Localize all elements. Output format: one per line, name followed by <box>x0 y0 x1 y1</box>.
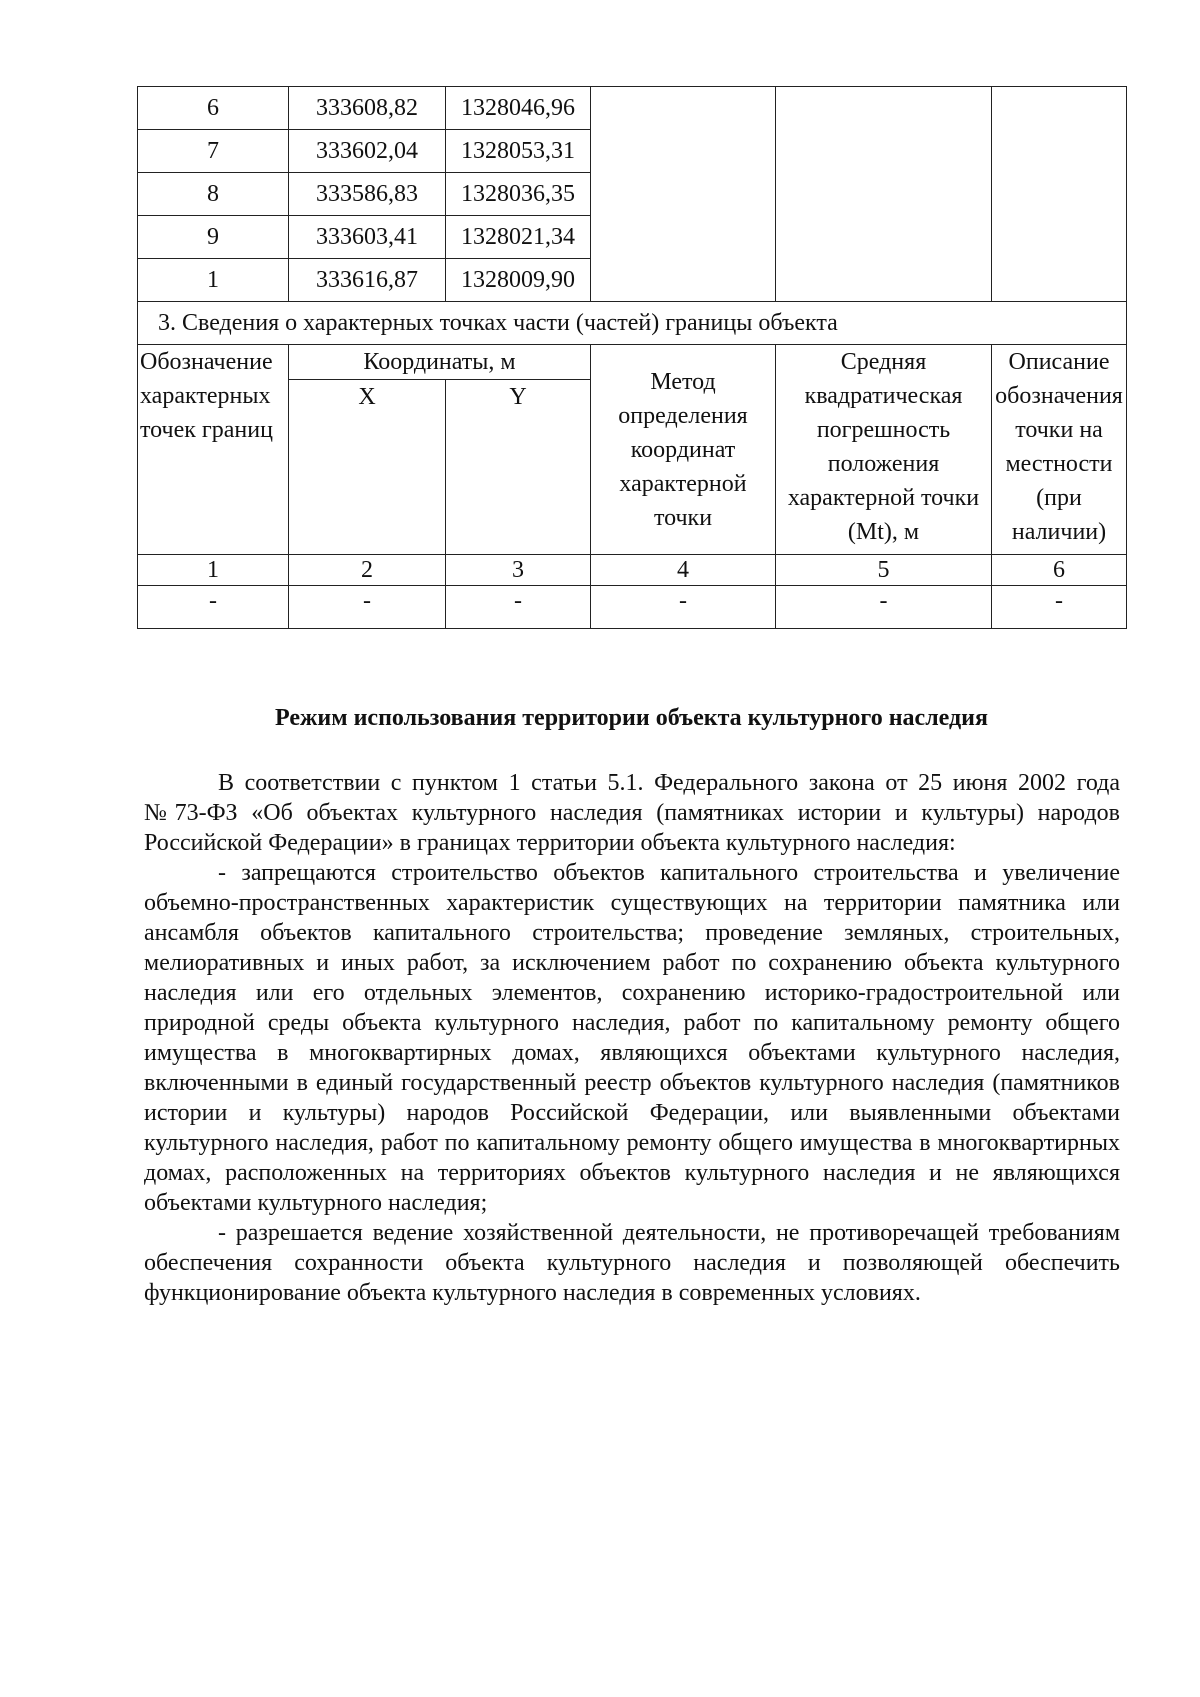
coordinate-x: 333603,41 <box>289 216 446 259</box>
section-body <box>144 768 1120 1308</box>
point-number: 6 <box>138 87 289 130</box>
column-number: 3 <box>446 555 591 586</box>
empty-cell: - <box>138 586 289 629</box>
header-line: характерной <box>619 470 747 497</box>
coordinate-y: 1328036,35 <box>446 173 591 216</box>
header-accuracy <box>776 345 992 555</box>
header-line: местности <box>1005 451 1113 477</box>
header-line: квадратическая <box>804 383 963 409</box>
header-line: координат <box>630 436 736 463</box>
column-number: 4 <box>591 555 776 586</box>
header-line: точек границ <box>140 417 273 443</box>
coordinate-y: 1328053,31 <box>446 130 591 173</box>
header-line: точки на <box>1015 417 1103 443</box>
header-line: характерных <box>140 383 271 409</box>
header-line: погрешность <box>816 417 951 443</box>
column-number: 1 <box>138 555 289 586</box>
header-line: Обозначение <box>140 349 273 375</box>
method-cell <box>591 87 776 302</box>
accuracy-cell <box>776 87 992 302</box>
header-description <box>992 345 1127 555</box>
header-line: характерной точки <box>787 485 980 511</box>
header-x: X <box>289 380 446 555</box>
coordinates-table <box>137 86 1127 629</box>
header-line: Описание <box>1008 349 1110 375</box>
header-y: Y <box>446 380 591 555</box>
header-designation <box>138 345 289 555</box>
empty-cell: - <box>446 586 591 629</box>
point-number: 9 <box>138 216 289 259</box>
paragraph: В соответствии с пунктом 1 статьи 5.1. Федерального закона от 25 июня 2002 года №73-ФЗ «Об объектах культурного наследия (памятниках истории и культуры) народов Российской Федерации» в границах территории объекта культурного наследия: <box>144 770 1120 856</box>
empty-data-row <box>138 586 1127 629</box>
column-numbers-row <box>138 555 1127 586</box>
header-line: Метод <box>650 368 716 395</box>
header-line: (Mt), м <box>847 519 920 545</box>
paragraph: - разрешается ведение хозяйственной деятельности, не противоречащей требованиям обеспечения сохранности объекта культурного наследия и позволяющей обеспечить функционирование объекта культурного наследия в современных условиях. <box>144 1220 1120 1306</box>
point-number: 8 <box>138 173 289 216</box>
header-line: (при <box>1036 485 1082 511</box>
table-row <box>138 87 1127 130</box>
point-number: 1 <box>138 259 289 302</box>
column-number: 6 <box>992 555 1127 586</box>
header-line: определения <box>618 402 748 429</box>
coordinate-x: 333586,83 <box>289 173 446 216</box>
section-title: 3. Сведения о характерных точках части (частей) границы объекта <box>138 302 1127 345</box>
empty-cell: - <box>289 586 446 629</box>
empty-cell: - <box>591 586 776 629</box>
coordinate-y: 1328046,96 <box>446 87 591 130</box>
column-number: 2 <box>289 555 446 586</box>
header-coordinates: Координаты, м <box>289 345 591 380</box>
header-line: Средняя <box>840 349 927 375</box>
header-line: наличии) <box>1011 519 1107 545</box>
coordinate-x: 333608,82 <box>289 87 446 130</box>
empty-cell: - <box>992 586 1127 629</box>
description-cell <box>992 87 1127 302</box>
header-line: точки <box>653 504 713 531</box>
coordinate-y: 1328021,34 <box>446 216 591 259</box>
coordinate-x: 333616,87 <box>289 259 446 302</box>
coordinate-y: 1328009,90 <box>446 259 591 302</box>
header-row <box>138 345 1127 380</box>
paragraph: - запрещаются строительство объектов капитального строительства и увеличение объемно-пространственных характеристик существующих на территории памятника или ансамбля объектов капитального строительства; проведение земляных, строительных, мелиоративных и иных работ, за исключением работ по сохранению объекта культурного наследия или его отдельных элементов, сохранению историко-градостроительной или природной среды объекта культурного наследия, работ по капитальному ремонту общего имущества в многоквартирных домах, являющихся объектами культурного наследия, включенными в единый государственный реестр объектов культурного наследия (памятников истории и культуры) народов Российской Федерации, или выявленными объектами культурного наследия, работ по капитальному ремонту общего имущества в многоквартирных домах, расположенных на территориях объектов культурного наследия и не являющихся объектами культурного наследия; <box>144 860 1120 1216</box>
coordinate-x: 333602,04 <box>289 130 446 173</box>
header-line: обозначения <box>995 383 1123 409</box>
section-row <box>138 302 1127 345</box>
section-heading: Режим использования территории объекта культурного наследия <box>275 705 988 731</box>
column-number: 5 <box>776 555 992 586</box>
point-number: 7 <box>138 130 289 173</box>
empty-cell: - <box>776 586 992 629</box>
header-line: положения <box>827 451 940 477</box>
header-method <box>591 345 776 555</box>
